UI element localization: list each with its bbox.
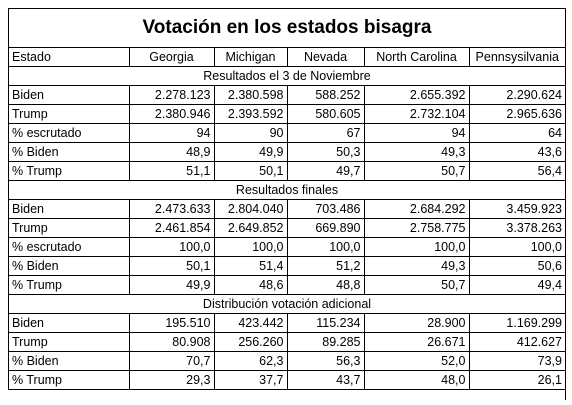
row-label: % Biden — [9, 352, 129, 371]
value-cell: 669.890 — [287, 219, 364, 238]
value-cell: 2.473.633 — [129, 200, 214, 219]
value-cell: 2.758.775 — [364, 219, 469, 238]
row-label: % Biden — [9, 143, 129, 162]
results-grid — [9, 48, 565, 389]
value-cell: 67 — [287, 124, 364, 143]
value-cell: 49,3 — [364, 257, 469, 276]
value-cell: 703.486 — [287, 200, 364, 219]
header-cell-estado: Estado — [9, 48, 129, 67]
value-cell: 2.965.636 — [469, 105, 565, 124]
value-cell: 2.684.292 — [364, 200, 469, 219]
value-cell: 43,6 — [469, 143, 565, 162]
value-cell: 49,7 — [287, 162, 364, 181]
table-row — [9, 238, 565, 257]
row-label: % Trump — [9, 371, 129, 390]
value-cell: 100,0 — [214, 238, 287, 257]
value-cell: 56,4 — [469, 162, 565, 181]
value-cell: 26.671 — [364, 333, 469, 352]
section-title-row — [9, 295, 565, 314]
value-cell: 412.627 — [469, 333, 565, 352]
row-label: Biden — [9, 314, 129, 333]
row-label: % Biden — [9, 257, 129, 276]
value-cell: 70,7 — [129, 352, 214, 371]
table-row — [9, 314, 565, 333]
table-row — [9, 124, 565, 143]
header-cell-michigan: Michigan — [214, 48, 287, 67]
row-label: % escrutado — [9, 238, 129, 257]
value-cell: 94 — [129, 124, 214, 143]
value-cell: 48,8 — [287, 276, 364, 295]
value-cell: 2.290.624 — [469, 86, 565, 105]
value-cell: 94 — [364, 124, 469, 143]
row-label: % Trump — [9, 276, 129, 295]
value-cell: 195.510 — [129, 314, 214, 333]
table-row — [9, 276, 565, 295]
value-cell: 2.461.854 — [129, 219, 214, 238]
value-cell: 115.234 — [287, 314, 364, 333]
value-cell: 49,3 — [364, 143, 469, 162]
value-cell: 89.285 — [287, 333, 364, 352]
value-cell: 52,0 — [364, 352, 469, 371]
section-title-row — [9, 181, 565, 200]
value-cell: 48,9 — [129, 143, 214, 162]
table-row — [9, 333, 565, 352]
section-title-row — [9, 67, 565, 86]
table-row — [9, 352, 565, 371]
value-cell: 1.169.299 — [469, 314, 565, 333]
value-cell: 64 — [469, 124, 565, 143]
value-cell: 2.278.123 — [129, 86, 214, 105]
value-cell: 26,1 — [469, 371, 565, 390]
header-cell-north-carolina: North Carolina — [364, 48, 469, 67]
value-cell: 580.605 — [287, 105, 364, 124]
header-cell-georgia: Georgia — [129, 48, 214, 67]
table-row — [9, 200, 565, 219]
value-cell: 100,0 — [287, 238, 364, 257]
row-label: Trump — [9, 219, 129, 238]
row-label: Biden — [9, 86, 129, 105]
row-label: % escrutado — [9, 124, 129, 143]
table-row — [9, 257, 565, 276]
value-cell: 51,1 — [129, 162, 214, 181]
value-cell: 37,7 — [214, 371, 287, 390]
header-row — [9, 48, 565, 67]
section-title: Distribución votación adicional — [9, 295, 565, 314]
value-cell: 3.459.923 — [469, 200, 565, 219]
value-cell: 2.732.104 — [364, 105, 469, 124]
cell-cursor-mark — [565, 380, 566, 400]
value-cell: 2.380.946 — [129, 105, 214, 124]
table-row — [9, 162, 565, 181]
value-cell: 51,2 — [287, 257, 364, 276]
value-cell: 2.804.040 — [214, 200, 287, 219]
value-cell: 423.442 — [214, 314, 287, 333]
spreadsheet-table — [8, 8, 566, 390]
value-cell: 100,0 — [469, 238, 565, 257]
value-cell: 50,6 — [469, 257, 565, 276]
value-cell: 2.393.592 — [214, 105, 287, 124]
value-cell: 73,9 — [469, 352, 565, 371]
value-cell: 49,9 — [214, 143, 287, 162]
value-cell: 29,3 — [129, 371, 214, 390]
value-cell: 2.380.598 — [214, 86, 287, 105]
value-cell: 90 — [214, 124, 287, 143]
value-cell: 100,0 — [129, 238, 214, 257]
table-row — [9, 105, 565, 124]
value-cell: 62,3 — [214, 352, 287, 371]
section-title: Resultados el 3 de Noviembre — [9, 67, 565, 86]
value-cell: 50,1 — [129, 257, 214, 276]
results-grid-body — [9, 48, 565, 389]
value-cell: 50,7 — [364, 162, 469, 181]
value-cell: 50,1 — [214, 162, 287, 181]
table-row — [9, 371, 565, 390]
value-cell: 3.378.263 — [469, 219, 565, 238]
table-row — [9, 219, 565, 238]
value-cell: 56,3 — [287, 352, 364, 371]
section-title: Resultados finales — [9, 181, 565, 200]
value-cell: 588.252 — [287, 86, 364, 105]
table-title: Votación en los estados bisagra — [9, 9, 565, 48]
row-label: % Trump — [9, 162, 129, 181]
header-cell-pennsylvania: Pennsysilvania — [469, 48, 565, 67]
row-label: Trump — [9, 105, 129, 124]
header-cell-nevada: Nevada — [287, 48, 364, 67]
value-cell: 100,0 — [364, 238, 469, 257]
value-cell: 2.649.852 — [214, 219, 287, 238]
value-cell: 51,4 — [214, 257, 287, 276]
value-cell: 80.908 — [129, 333, 214, 352]
value-cell: 48,6 — [214, 276, 287, 295]
row-label: Trump — [9, 333, 129, 352]
table-row — [9, 143, 565, 162]
value-cell: 49,4 — [469, 276, 565, 295]
value-cell: 48,0 — [364, 371, 469, 390]
row-label: Biden — [9, 200, 129, 219]
value-cell: 2.655.392 — [364, 86, 469, 105]
value-cell: 256.260 — [214, 333, 287, 352]
value-cell: 43,7 — [287, 371, 364, 390]
value-cell: 50,3 — [287, 143, 364, 162]
table-row — [9, 86, 565, 105]
value-cell: 49,9 — [129, 276, 214, 295]
value-cell: 50,7 — [364, 276, 469, 295]
value-cell: 28.900 — [364, 314, 469, 333]
